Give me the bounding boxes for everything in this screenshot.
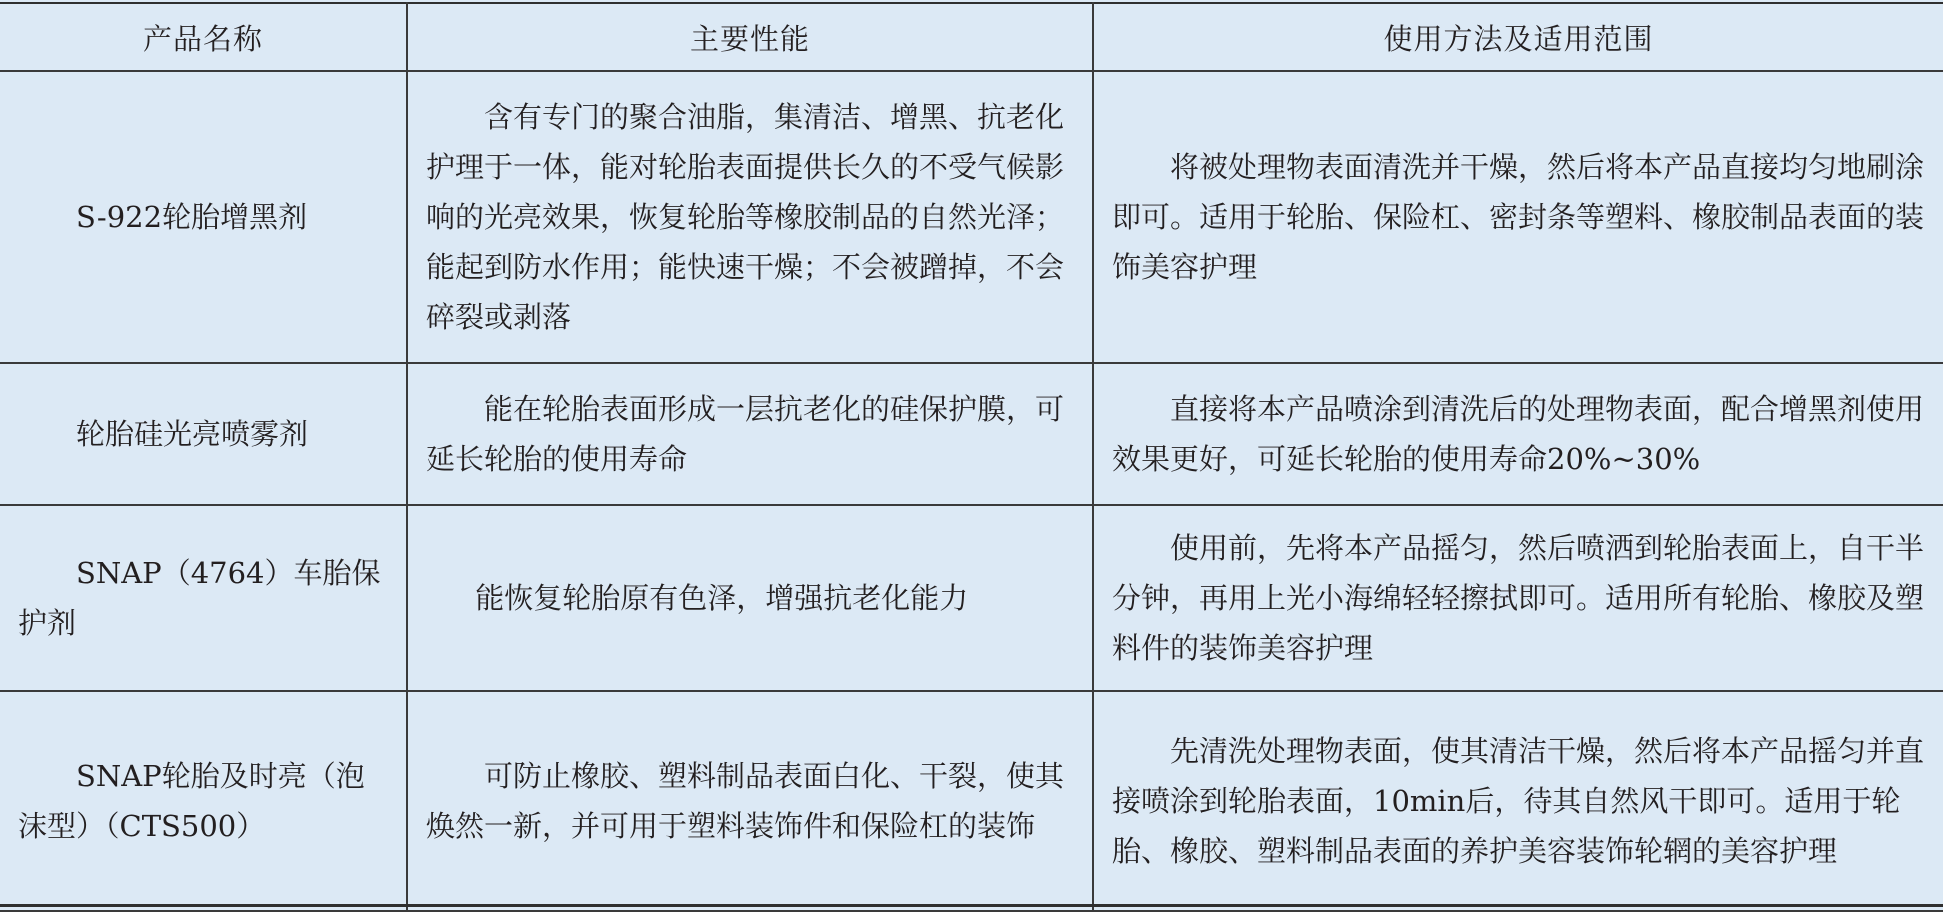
performance-text: 能恢复轮胎原有色泽，增强抗老化能力 <box>475 581 969 615</box>
performance-text: 含有专门的聚合油脂，集清洁、增黑、抗老化护理于一体，能对轮胎表面提供长久的不受气候影响的光亮效果，恢复轮胎等橡胶制品的自然光泽；能起到防水作用；能快速干燥；不会被蹭掉，不会碎裂或剥落 <box>426 100 1065 334</box>
header-usage-scope: 使用方法及适用范围 <box>1093 3 1943 71</box>
usage-text: 先清洗处理物表面，使其清洁干燥，然后将本产品摇匀并直接喷涂到轮胎表面，10min后，待其自然风干即可。适用于轮胎、橡胶、塑料制品表面的养护美容装饰轮辋的美容护理 <box>1112 734 1925 868</box>
cell-usage <box>1093 691 1943 911</box>
table-row <box>0 71 1943 363</box>
cell-product-name <box>0 505 407 691</box>
header-main-performance: 主要性能 <box>407 3 1093 71</box>
product-name-text: SNAP轮胎及时亮（泡沫型）（CTS500） <box>18 759 365 843</box>
header-product-name: 产品名称 <box>0 3 407 71</box>
cell-usage <box>1093 71 1943 363</box>
product-name-text: S-922轮胎增黑剂 <box>76 200 308 234</box>
product-name-text: 轮胎硅光亮喷雾剂 <box>76 417 309 451</box>
cell-product-name <box>0 691 407 911</box>
cell-usage <box>1093 363 1943 505</box>
cell-product-name <box>0 363 407 505</box>
table-row <box>0 363 1943 505</box>
cell-performance <box>407 691 1093 911</box>
cell-usage <box>1093 505 1943 691</box>
product-name-text: SNAP（4764）车胎保护剂 <box>18 556 381 640</box>
table-row <box>0 505 1943 691</box>
table-header-row <box>0 3 1943 71</box>
usage-text: 使用前，先将本产品摇匀，然后喷洒到轮胎表面上，自干半分钟，再用上光小海绵轻轻擦拭即可。适用所有轮胎、橡胶及塑料件的装饰美容护理 <box>1112 531 1925 665</box>
product-table <box>0 2 1943 912</box>
table-bottom-rule <box>0 904 1943 907</box>
cell-performance <box>407 363 1093 505</box>
performance-text: 能在轮胎表面形成一层抗老化的硅保护膜，可延长轮胎的使用寿命 <box>426 392 1065 476</box>
table-row <box>0 691 1943 911</box>
usage-text: 直接将本产品喷涂到清洗后的处理物表面，配合增黑剂使用效果更好，可延长轮胎的使用寿命20%~30% <box>1112 392 1925 476</box>
performance-text: 可防止橡胶、塑料制品表面白化、干裂，使其焕然一新，并可用于塑料装饰件和保险杠的装饰 <box>426 759 1065 843</box>
cell-product-name <box>0 71 407 363</box>
cell-performance <box>407 505 1093 691</box>
cell-performance <box>407 71 1093 363</box>
usage-text: 将被处理物表面清洗并干燥，然后将本产品直接均匀地刷涂即可。适用于轮胎、保险杠、密封条等塑料、橡胶制品表面的装饰美容护理 <box>1112 150 1925 284</box>
